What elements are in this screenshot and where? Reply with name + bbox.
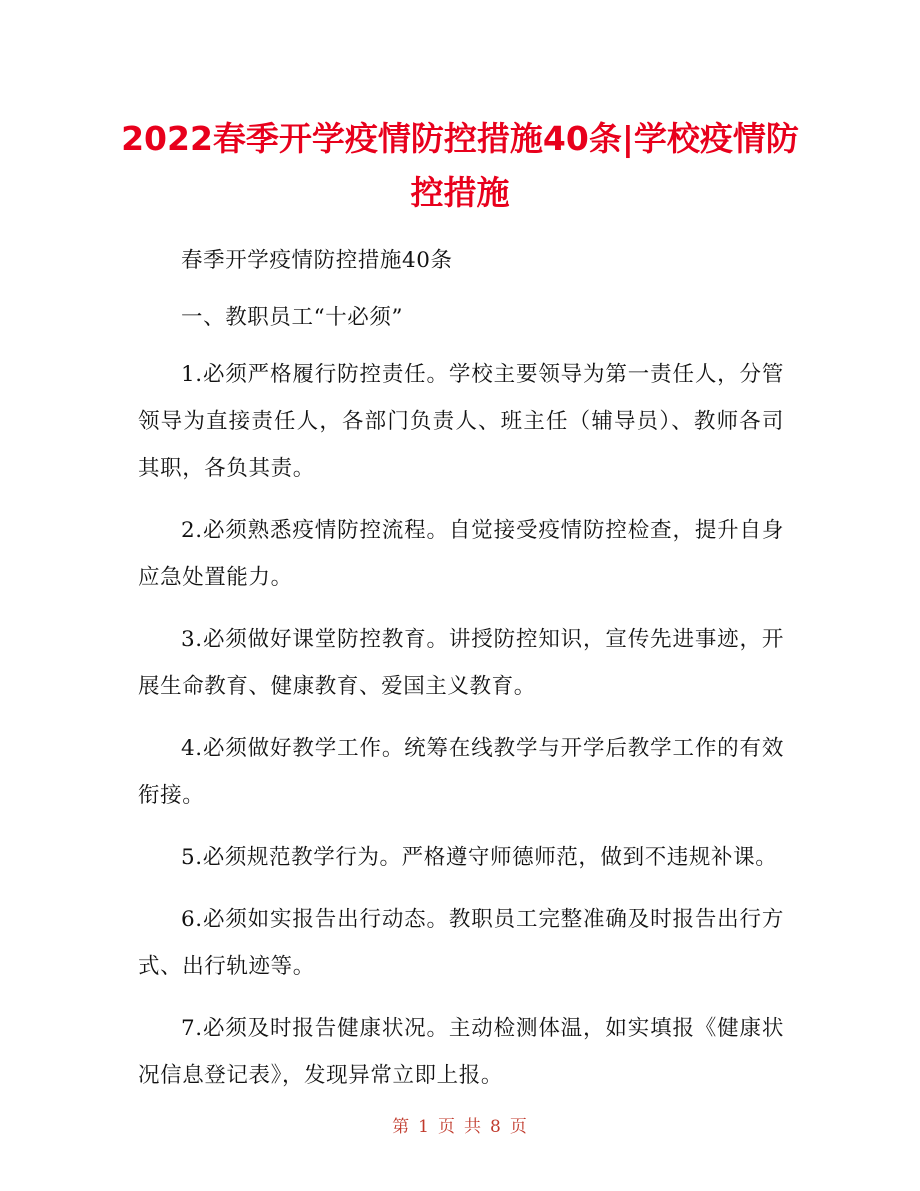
- page-number-footer: [0, 1112, 920, 1137]
- document-body: [138, 237, 784, 1114]
- footer-page-label: 第: [392, 1117, 411, 1137]
- list-item: 7.必须及时报告健康状况。主动检测体温，如实填报《健康状况信息登记表》，发现异常立即上报。: [138, 1016, 784, 1088]
- footer-total-unit: 页: [509, 1117, 528, 1137]
- list-item: 6.必须如实报告出行动态。教职员工完整准确及时报告出行方式、出行轨迹等。: [138, 907, 784, 979]
- footer-total-pages: 8: [490, 1117, 502, 1137]
- footer-current-page: 1: [418, 1117, 430, 1137]
- list-item: 2.必须熟悉疫情防控流程。自觉接受疫情防控检查，提升自身应急处置能力。: [138, 518, 784, 590]
- subsection-heading: 一、教职员工“十必须”: [181, 305, 404, 330]
- list-item: 5.必须规范教学行为。严格遵守师德师范，做到不违规补课。: [181, 845, 778, 870]
- list-item: 4.必须做好教学工作。统筹在线教学与开学后教学工作的有效衔接。: [138, 736, 784, 808]
- footer-total-label: 共: [464, 1117, 482, 1137]
- list-item: 1.必须严格履行防控责任。学校主要领导为第一责任人，分管领导为直接责任人，各部门负责人、班主任（辅导员）、教师各司其职，各负其责。: [138, 362, 784, 481]
- document-title: 2022春季开学疫情防控措施40条|学校疫情防控措施: [121, 119, 799, 212]
- list-item: 3.必须做好课堂防控教育。讲授防控知识，宣传先进事迹，开展生命教育、健康教育、爱国主义教育。: [138, 627, 784, 699]
- footer-page-unit: 页: [438, 1117, 456, 1137]
- section-heading: 春季开学疫情防控措施40条: [181, 248, 453, 273]
